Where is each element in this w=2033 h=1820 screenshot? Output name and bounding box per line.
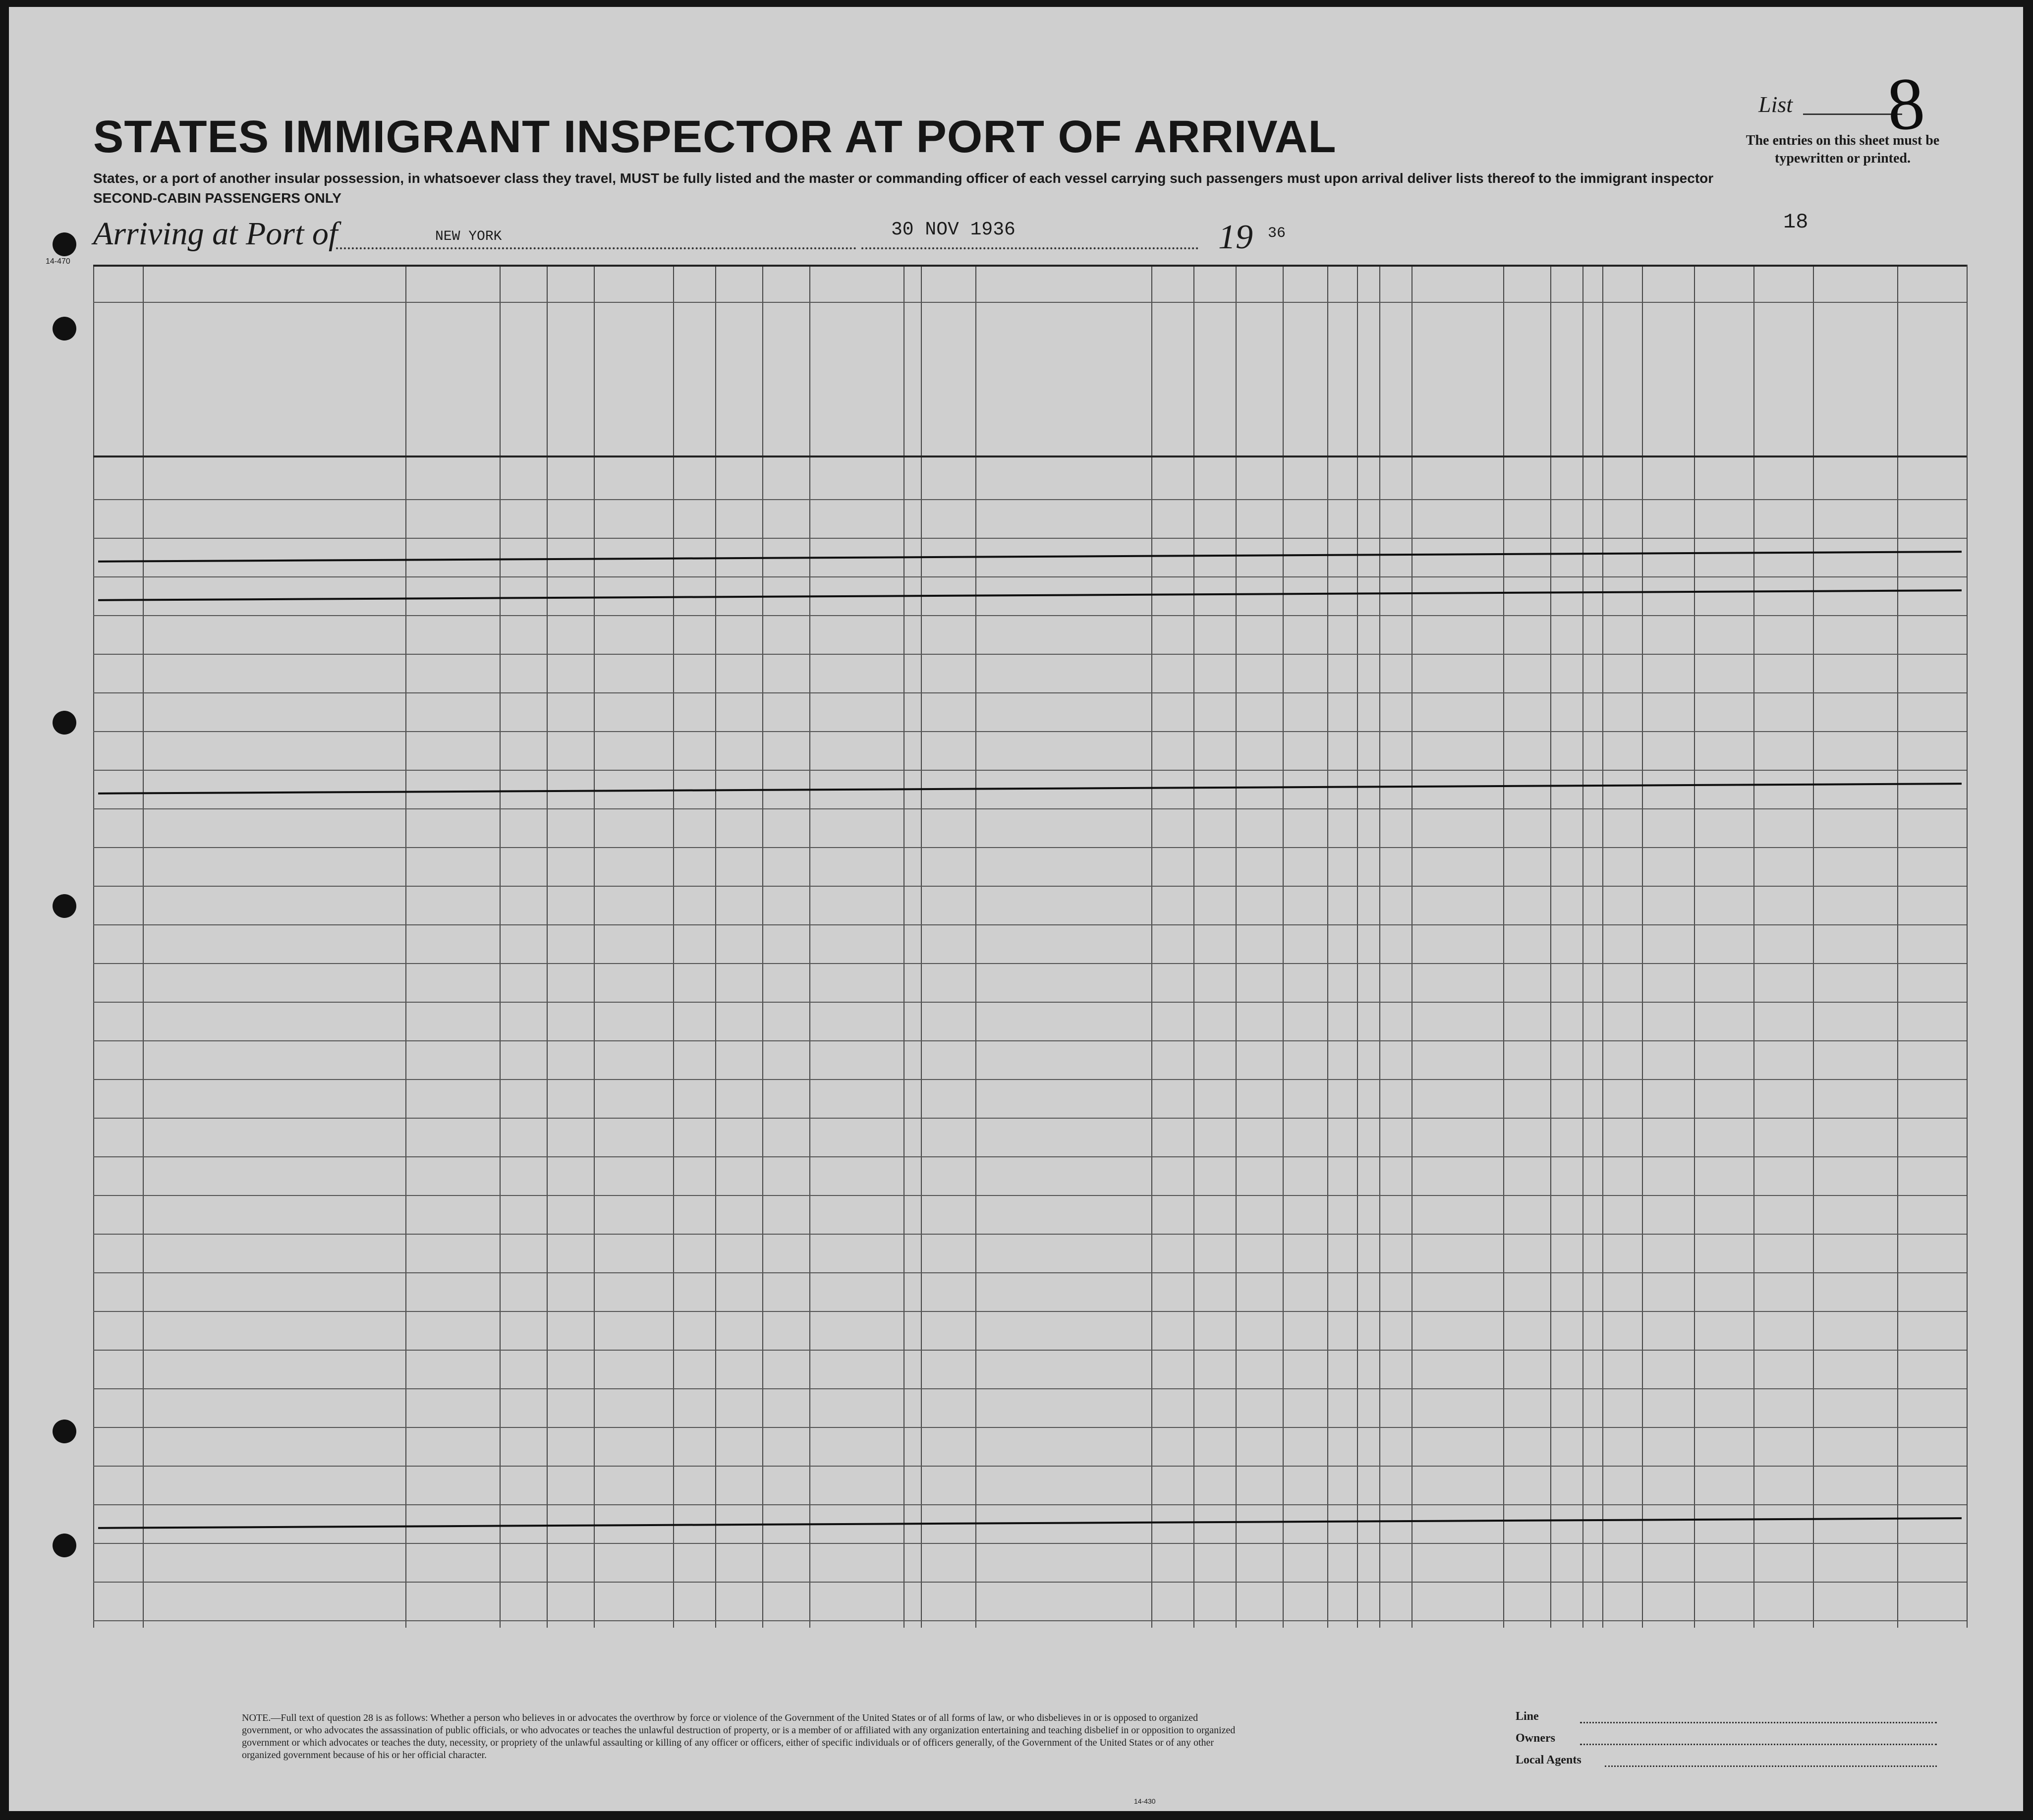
manifest-sheet <box>9 7 2023 1811</box>
col-q29 <box>1414 304 1449 453</box>
col-prison <box>1285 304 1325 453</box>
punch-hole <box>53 711 76 735</box>
col-purpose-b <box>1196 339 1236 453</box>
col-polygamist <box>1330 304 1355 453</box>
class-line: SECOND-CABIN PASSENGERS ONLY <box>93 190 341 206</box>
list-number: 8 <box>1884 61 1927 147</box>
row-rule <box>93 886 1967 887</box>
row-rule <box>93 1466 1967 1467</box>
port-dotted-line <box>336 247 856 249</box>
row-rule <box>93 1040 1967 1041</box>
column-divider <box>1813 265 1814 1628</box>
column-divider <box>1642 265 1643 1628</box>
col-q28 <box>1382 304 1412 453</box>
line-label: Line <box>1516 1710 1539 1723</box>
punch-hole <box>53 232 76 256</box>
owners-field <box>1580 1744 1937 1745</box>
column-divider <box>762 265 763 1628</box>
col-possession <box>678 304 713 453</box>
col-feet <box>1582 398 1602 547</box>
row-rule <box>93 924 1967 925</box>
list-underline <box>1803 114 1902 115</box>
punch-hole <box>53 317 76 341</box>
row-rule <box>93 538 1967 539</box>
manifest-table <box>93 265 1967 1628</box>
row-rule <box>93 1350 1967 1351</box>
row-rule <box>93 1582 1967 1583</box>
col-q31 <box>1478 304 1501 453</box>
col-purpose-c <box>1238 339 1280 453</box>
row-rule <box>93 963 1967 964</box>
column-divider <box>715 265 716 1628</box>
header-top-rule <box>93 265 1967 267</box>
form-number: 14-430 <box>1134 1797 1156 1805</box>
column-divider <box>1236 265 1237 1628</box>
header-number-rule <box>93 302 1967 303</box>
port-value: NEW YORK <box>435 229 502 244</box>
col-anarchist <box>1358 304 1378 453</box>
agents-label: Local Agents <box>1516 1754 1581 1766</box>
punch-hole <box>53 1420 76 1443</box>
column-divider <box>1357 265 1358 1628</box>
row-rule <box>93 1234 1967 1235</box>
strike-through-line <box>98 1517 1962 1529</box>
agents-field <box>1605 1765 1937 1767</box>
column-divider <box>1503 265 1504 1628</box>
list-label: List <box>1758 92 1793 117</box>
question-28-note: NOTE.—Full text of question 28 is as follows: Whether a person who believes in or advocates the overthrow by force or violence of the Government of the United States or of all forms of law, or who disbelieves in or is opposed to organized government, or who advocates the assassination of public officials, or who advocates or teaches the unlawful destruction of property, or is a member of or affiliated with any organization entertaining and teaching disbelief in or opposition to organized government or which advocates or teaches the duty, necessity, or propriety of the unlawful assaulting or killing of any officer or officers, either of specific individuals or of officers generally, of the Government of the United States or of any other organized government because of his or her official character. <box>242 1712 1236 1761</box>
owners-label: Owners <box>1516 1732 1555 1745</box>
row-rule <box>93 847 1967 848</box>
column-divider <box>1151 265 1152 1628</box>
column-divider <box>500 265 501 1628</box>
line-field <box>1580 1722 1937 1723</box>
column-divider <box>1967 265 1968 1628</box>
row-rule <box>93 576 1967 577</box>
strike-through-line <box>98 551 1962 563</box>
form-code: 14-470 <box>46 257 70 266</box>
column-divider <box>1753 265 1754 1628</box>
column-divider <box>1283 265 1284 1628</box>
column-divider <box>1193 265 1194 1628</box>
row-rule <box>93 1543 1967 1544</box>
row-rule <box>93 1002 1967 1003</box>
row-rule <box>93 1311 1967 1312</box>
row-rule <box>93 808 1967 809</box>
row-rule <box>93 770 1967 771</box>
row-rule <box>93 1388 1967 1389</box>
column-divider <box>673 265 674 1628</box>
column-divider <box>405 265 406 1628</box>
column-divider <box>143 265 144 1628</box>
row-rule <box>93 1156 1967 1157</box>
year-suffix: 36 <box>1268 225 1286 242</box>
column-divider <box>809 265 810 1628</box>
row-rule <box>93 1195 1967 1196</box>
page-subtitle: States, or a port of another insular possession, in whatsoever class they travel, MUST be fully listed and the master or commanding officer of each vessel carrying such passengers must upon arrival deliver lists thereof to the immigrant inspector <box>93 171 1714 186</box>
row-rule <box>93 1272 1967 1273</box>
column-divider <box>594 265 595 1628</box>
column-divider <box>1694 265 1695 1628</box>
row-rule <box>93 1079 1967 1080</box>
punch-hole <box>53 1534 76 1557</box>
column-divider <box>547 265 548 1628</box>
row-rule <box>93 654 1967 655</box>
sheet-number: 18 <box>1783 210 1808 234</box>
punch-hole <box>53 894 76 918</box>
row-rule <box>93 1620 1967 1621</box>
arriving-label: Arriving at Port of <box>93 216 338 252</box>
row-rule <box>93 1504 1967 1505</box>
column-divider <box>1897 265 1898 1628</box>
sheet-instructions: The entries on this sheet must be typewritten or printed. <box>1746 133 1940 166</box>
strike-through-line <box>98 589 1962 601</box>
row-rule <box>93 1427 1967 1428</box>
arrival-date: 30 NOV 1936 <box>891 219 1016 240</box>
col-purpose-a <box>1154 339 1193 453</box>
col-q30 <box>1451 304 1476 453</box>
row-rule <box>93 692 1967 693</box>
row-rule <box>93 1118 1967 1119</box>
year-prefix: 19 <box>1218 218 1253 256</box>
row-rule <box>93 499 1967 500</box>
column-divider <box>1550 265 1551 1628</box>
column-divider <box>1327 265 1328 1628</box>
column-divider <box>975 265 976 1628</box>
header-bottom-rule <box>93 455 1967 457</box>
page-title: STATES IMMIGRANT INSPECTOR AT PORT OF ARRIVAL <box>93 112 1337 162</box>
col-ticket <box>552 304 586 453</box>
column-divider <box>1379 265 1380 1628</box>
date-dotted-line <box>861 247 1198 249</box>
column-divider <box>93 265 94 1628</box>
col-inches <box>1602 398 1642 547</box>
row-rule <box>93 731 1967 732</box>
column-divider <box>921 265 922 1628</box>
strike-through-line <box>98 783 1962 795</box>
row-rule <box>93 615 1967 616</box>
